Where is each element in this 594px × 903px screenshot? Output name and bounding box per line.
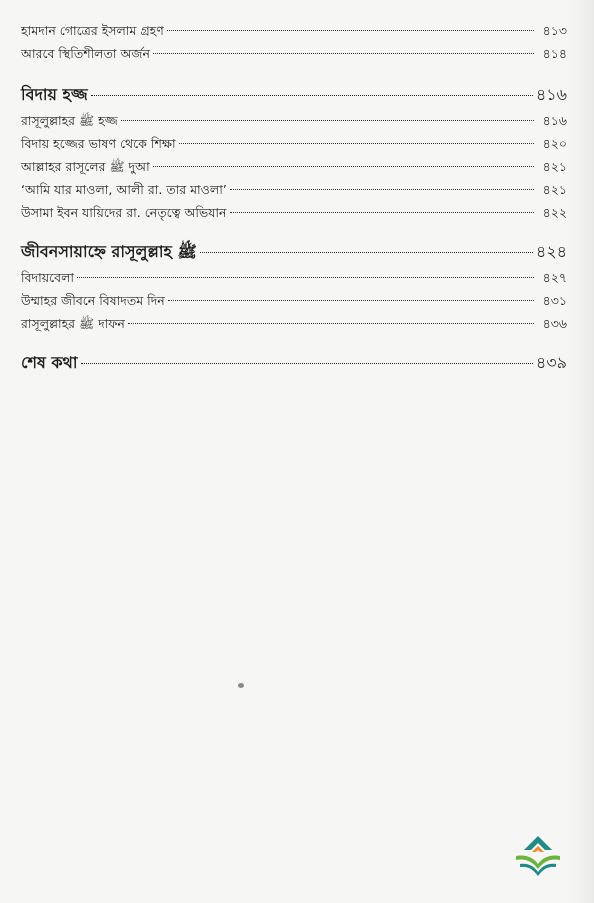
toc-entry[interactable] (21, 312, 567, 335)
page-edge-shadow (568, 0, 594, 903)
toc-entry-page: ৪২১ (542, 182, 567, 197)
toc-entry-page: ৪২১ (542, 159, 567, 174)
toc-entry-page: ৪১৩ (542, 23, 567, 38)
toc-entry-page: ৪২০ (542, 136, 567, 151)
toc-section-heading[interactable] (21, 238, 567, 266)
toc-entry-title: আল্লাহর রাসূলের ﷺ দুআ (21, 159, 150, 174)
dot-leader (121, 120, 534, 121)
toc-entry-title: উসামা ইবন যায়িদের রা. নেতৃত্বে অভিযান (21, 205, 227, 220)
toc-section-page: ৪২৪ (535, 242, 567, 261)
toc-entry[interactable] (21, 266, 567, 289)
toc-section-title: শেষ কথা (21, 353, 78, 372)
toc-entry-title: ‘আমি যার মাওলা, আলী রা. তার মাওলা’ (21, 182, 227, 197)
toc-entry[interactable] (21, 19, 567, 42)
toc-entry-title: আরবে স্থিতিশীলতা অর্জন (21, 46, 150, 61)
toc-entry-page: ৪১৬ (542, 113, 567, 128)
toc-entry[interactable] (21, 289, 567, 312)
publisher-logo-icon (512, 832, 564, 880)
dot-leader (179, 143, 534, 144)
dot-leader (77, 277, 534, 278)
dot-leader (91, 95, 533, 96)
toc-entry-title: বিদায়বেলা (21, 270, 75, 285)
dot-leader (167, 30, 534, 31)
toc-section-title: জীবনসায়াহ্নে রাসূলুল্লাহ ﷺ (21, 242, 197, 261)
toc-entry[interactable] (21, 109, 567, 132)
toc-section-page: ৪১৬ (535, 85, 567, 104)
dot-leader (168, 300, 534, 301)
toc-entry-title: বিদায় হজ্জের ভাষণ থেকে শিক্ষা (21, 136, 176, 151)
dot-leader (153, 166, 534, 167)
table-of-contents (21, 19, 567, 377)
toc-section-page: ৪৩৯ (535, 353, 567, 372)
toc-entry-page: ৪৩৬ (542, 316, 567, 331)
toc-entry[interactable] (21, 155, 567, 178)
toc-entry-page: ৪৩১ (542, 293, 567, 308)
dot-leader (153, 53, 534, 54)
scan-speck (238, 683, 244, 688)
toc-entry-page: ৪২২ (542, 205, 567, 220)
toc-section-heading[interactable] (21, 81, 567, 109)
dot-leader (81, 363, 533, 364)
toc-entry-page: ৪১৪ (542, 46, 567, 61)
toc-entry[interactable] (21, 201, 567, 224)
toc-entry-title: হামদান গোত্রের ইসলাম গ্রহণ (21, 23, 164, 38)
toc-section-title: বিদায় হজ্জ (21, 85, 88, 104)
toc-entry-page: ৪২৭ (542, 270, 567, 285)
dot-leader (200, 252, 533, 253)
toc-entry[interactable] (21, 132, 567, 155)
toc-entry-title: রাসূলুল্লাহর ﷺ হজ্জ (21, 113, 118, 128)
toc-section-heading[interactable] (21, 349, 567, 377)
dot-leader (230, 189, 534, 190)
toc-entry[interactable] (21, 42, 567, 65)
dot-leader (230, 212, 534, 213)
toc-entry-title: রাসূলুল্লাহর ﷺ দাফন (21, 316, 125, 331)
dot-leader (128, 323, 534, 324)
toc-entry-title: উম্মাহর জীবনে বিষাদতম দিন (21, 293, 165, 308)
toc-entry[interactable] (21, 178, 567, 201)
